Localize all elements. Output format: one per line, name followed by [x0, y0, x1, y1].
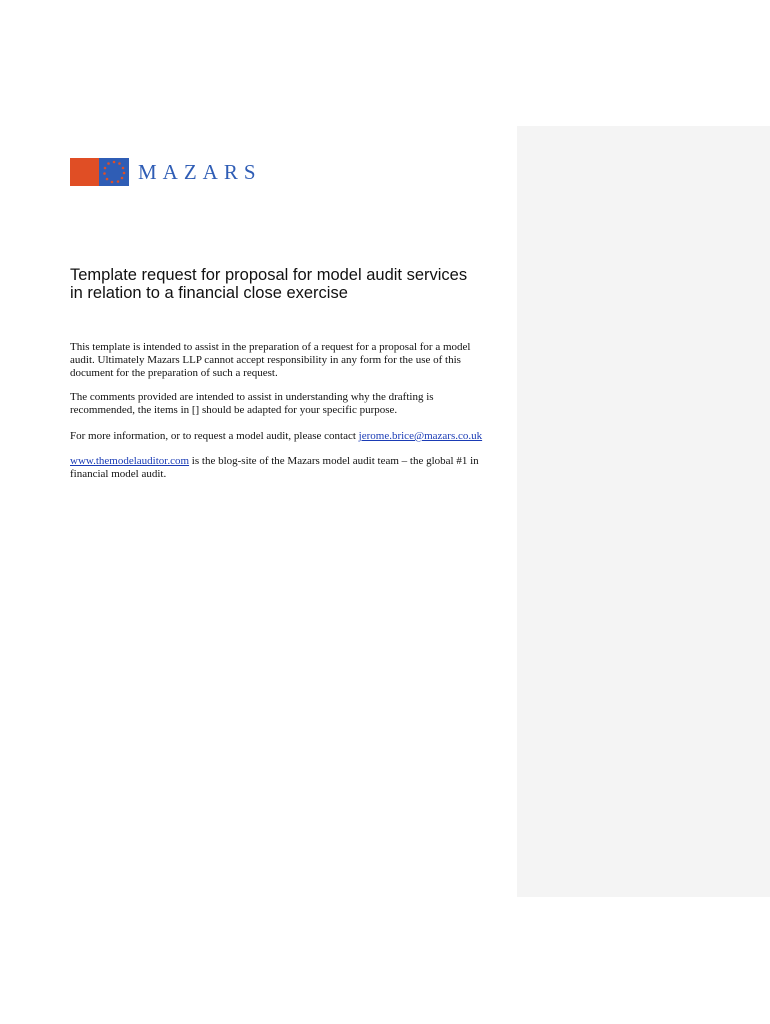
logo-wordmark: MAZARS — [138, 159, 262, 184]
intro-paragraph — [70, 341, 515, 380]
mazars-logo — [70, 158, 262, 186]
stars-icon — [99, 158, 129, 186]
comments-line-2: recommended, the items in [] should be adapted for your specific purpose. — [70, 404, 398, 416]
title-line-1: Template request for proposal for model audit services — [70, 266, 468, 284]
comment-pane — [517, 126, 770, 897]
contact-text: For more information, or to request a model audit, please contact — [70, 430, 359, 442]
intro-line-2: audit. Ultimately Mazars LLP cannot accept responsibility in any form for the use of this — [70, 354, 461, 366]
intro-line-1: This template is intended to assist in the preparation of a request for a proposal for a model — [70, 341, 471, 353]
comments-paragraph — [70, 391, 515, 417]
mazars-logo-mark — [70, 158, 129, 186]
document-title — [70, 266, 515, 302]
contact-email-link[interactable]: jerome.brice@mazars.co.uk — [358, 430, 483, 442]
blog-line-2: financial model audit. — [70, 468, 167, 480]
intro-line-3: document for the preparation of such a request. — [70, 367, 278, 379]
title-line-2: in relation to a financial close exercise — [70, 284, 348, 302]
blog-line-1-rest: is the blog-site of the Mazars model audit team – the global #1 in — [189, 455, 479, 467]
blog-site-link[interactable]: www.themodelauditor.com — [70, 455, 190, 467]
comments-line-1: The comments provided are intended to assist in understanding why the drafting is — [70, 391, 434, 403]
contact-paragraph — [70, 430, 515, 443]
blog-paragraph — [70, 455, 515, 481]
